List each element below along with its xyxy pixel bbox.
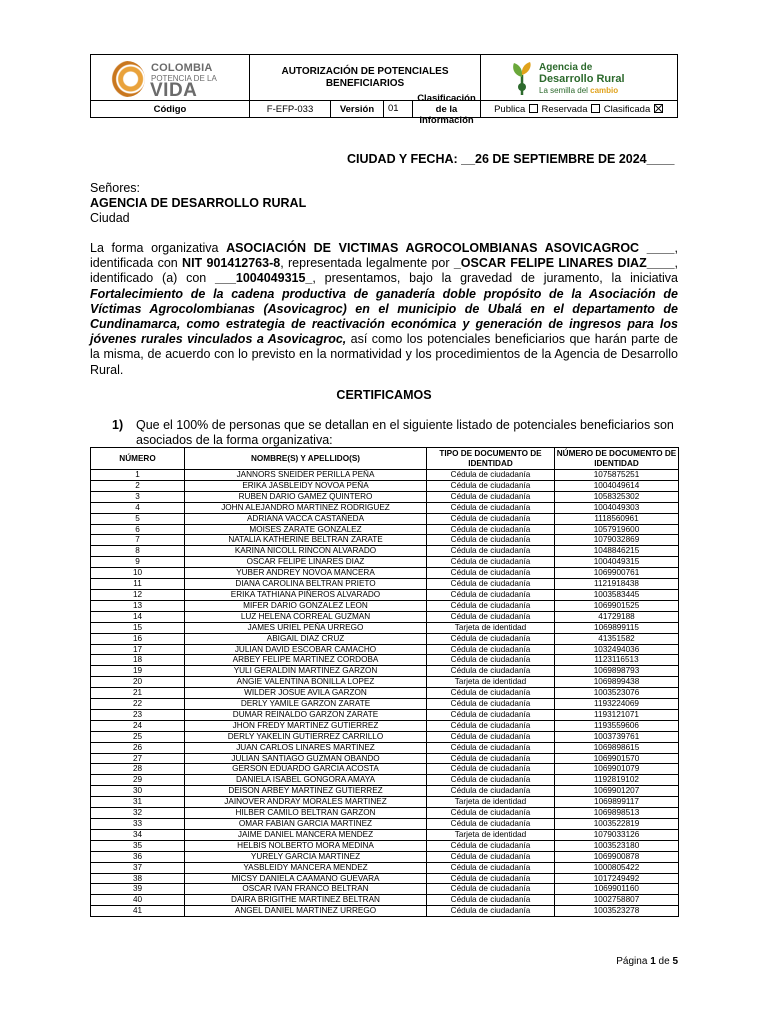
row-doc-type: Cédula de ciudadanía	[427, 502, 555, 513]
row-doc-number: 1193121071	[555, 709, 679, 720]
row-number: 29	[91, 775, 185, 786]
row-doc-type: Cédula de ciudadanía	[427, 764, 555, 775]
table-row	[91, 862, 679, 873]
row-doc-type: Cédula de ciudadanía	[427, 568, 555, 579]
row-number: 20	[91, 677, 185, 688]
vida-emblem-icon	[109, 61, 145, 97]
row-number: 35	[91, 840, 185, 851]
row-number: 2	[91, 480, 185, 491]
row-doc-type: Cédula de ciudadanía	[427, 589, 555, 600]
row-number: 25	[91, 731, 185, 742]
version-value: 01	[384, 101, 413, 117]
row-name: OSCAR FELIPE LINARES DIAZ	[185, 557, 427, 568]
recipient-city: Ciudad	[90, 211, 130, 225]
table-row	[91, 873, 679, 884]
row-doc-type: Cédula de ciudadanía	[427, 470, 555, 481]
table-row	[91, 546, 679, 557]
row-name: DERLY YAMILE GARZON ZARATE	[185, 699, 427, 710]
certificamos-heading: CERTIFICAMOS	[336, 388, 432, 402]
row-name: WILDER JOSUE AVILA GARZON	[185, 688, 427, 699]
row-doc-type: Cédula de ciudadanía	[427, 731, 555, 742]
row-doc-type: Cédula de ciudadanía	[427, 775, 555, 786]
row-doc-type: Cédula de ciudadanía	[427, 666, 555, 677]
row-doc-type: Cédula de ciudadanía	[427, 862, 555, 873]
row-doc-type: Cédula de ciudadanía	[427, 546, 555, 557]
row-number: 21	[91, 688, 185, 699]
page-number: Página 1 de 5	[616, 956, 678, 967]
row-doc-type: Tarjeta de identidad	[427, 829, 555, 840]
row-name: RUBEN DARIO GAMEZ QUINTERO	[185, 491, 427, 502]
table-row	[91, 535, 679, 546]
row-doc-type: Cédula de ciudadanía	[427, 699, 555, 710]
row-doc-number: 1121918438	[555, 579, 679, 590]
table-header-row	[91, 448, 679, 470]
row-name: DIANA CAROLINA BELTRAN PRIETO	[185, 579, 427, 590]
row-number: 6	[91, 524, 185, 535]
row-doc-type: Cédula de ciudadanía	[427, 557, 555, 568]
salutation: Señores:	[90, 181, 141, 195]
row-doc-type: Cédula de ciudadanía	[427, 742, 555, 753]
row-number: 8	[91, 546, 185, 557]
row-name: DANIELA ISABEL GONGORA AMAYA	[185, 775, 427, 786]
row-name: JAIME DANIEL MANCERA MENDEZ	[185, 829, 427, 840]
table-row	[91, 797, 679, 808]
row-name: YURELY GARCIA MARTINEZ	[185, 851, 427, 862]
classification-label: Clasificación de la Información	[417, 92, 476, 126]
row-number: 11	[91, 579, 185, 590]
row-number: 4	[91, 502, 185, 513]
row-name: ARBEY FELIPE MARTINEZ CORDOBA	[185, 655, 427, 666]
row-doc-number: 1193224069	[555, 699, 679, 710]
row-doc-number: 1003523180	[555, 840, 679, 851]
table-row	[91, 622, 679, 633]
city-and-date: CIUDAD Y FECHA: __26 DE SEPTIEMBRE DE 2024____	[347, 152, 675, 166]
row-name: ANGIE VALENTINA BONILLA LOPEZ	[185, 677, 427, 688]
row-doc-number: 1058325302	[555, 491, 679, 502]
sprout-icon	[511, 61, 533, 95]
row-doc-number: 1003523278	[555, 906, 679, 917]
row-doc-type: Cédula de ciudadanía	[427, 524, 555, 535]
row-number: 26	[91, 742, 185, 753]
row-doc-number: 1004049315	[555, 557, 679, 568]
table-row	[91, 480, 679, 491]
row-name: DAIRA BRIGITHE MARTINEZ BELTRAN	[185, 895, 427, 906]
row-doc-number: 1069901525	[555, 600, 679, 611]
row-number: 24	[91, 720, 185, 731]
row-doc-number: 1003739761	[555, 731, 679, 742]
row-number: 16	[91, 633, 185, 644]
row-doc-type: Tarjeta de identidad	[427, 797, 555, 808]
row-number: 19	[91, 666, 185, 677]
row-name: OMAR FABIAN GARCIA MARTINEZ	[185, 819, 427, 830]
row-number: 12	[91, 589, 185, 600]
reservada-checkbox[interactable]	[591, 104, 600, 113]
row-doc-type: Cédula de ciudadanía	[427, 906, 555, 917]
row-doc-type: Cédula de ciudadanía	[427, 720, 555, 731]
row-number: 14	[91, 611, 185, 622]
row-doc-number: 1069898793	[555, 666, 679, 677]
row-name: YASBLEIDY MANCERA MENDEZ	[185, 862, 427, 873]
table-row	[91, 579, 679, 590]
table-row	[91, 524, 679, 535]
row-number: 28	[91, 764, 185, 775]
row-doc-number: 1192819102	[555, 775, 679, 786]
row-doc-number: 1003583445	[555, 589, 679, 600]
table-row	[91, 611, 679, 622]
table-row	[91, 906, 679, 917]
row-doc-number: 1048846215	[555, 546, 679, 557]
table-row	[91, 786, 679, 797]
row-doc-number: 1193559606	[555, 720, 679, 731]
recipient-block	[90, 181, 306, 226]
row-doc-number: 1079032869	[555, 535, 679, 546]
row-number: 15	[91, 622, 185, 633]
col-num-doc: NÚMERO DE DOCUMENTO DE IDENTIDAD	[555, 448, 679, 470]
row-number: 39	[91, 884, 185, 895]
table-row	[91, 688, 679, 699]
row-doc-number: 1069900761	[555, 568, 679, 579]
row-name: JULIAN DAVID ESCOBAR CAMACHO	[185, 644, 427, 655]
row-name: DERLY YAKELIN GUTIERREZ CARRILLO	[185, 731, 427, 742]
row-number: 36	[91, 851, 185, 862]
row-name: GERSON EDUARDO GARCIA ACOSTA	[185, 764, 427, 775]
row-name: ANGEL DANIEL MARTINEZ URREGO	[185, 906, 427, 917]
row-doc-number: 1069899438	[555, 677, 679, 688]
table-row	[91, 840, 679, 851]
table-row	[91, 491, 679, 502]
table-row	[91, 655, 679, 666]
row-doc-number: 1123116513	[555, 655, 679, 666]
row-doc-number: 1017249492	[555, 873, 679, 884]
row-doc-number: 1003522819	[555, 819, 679, 830]
row-doc-type: Cédula de ciudadanía	[427, 819, 555, 830]
row-name: JOHN ALEJANDRO MARTINEZ RODRIGUEZ	[185, 502, 427, 513]
table-row	[91, 884, 679, 895]
row-doc-type: Cédula de ciudadanía	[427, 491, 555, 502]
table-row	[91, 600, 679, 611]
codigo-value: F-EFP-033	[250, 101, 331, 118]
table-row	[91, 764, 679, 775]
table-row	[91, 633, 679, 644]
row-number: 5	[91, 513, 185, 524]
row-doc-number: 1069898615	[555, 742, 679, 753]
row-number: 17	[91, 644, 185, 655]
row-name: JAINOVER ANDRAY MORALES MARTINEZ	[185, 797, 427, 808]
row-number: 32	[91, 808, 185, 819]
row-name: JANNORS SNEIDER PERILLA PEÑA	[185, 470, 427, 481]
row-doc-type: Cédula de ciudadanía	[427, 600, 555, 611]
row-doc-type: Cédula de ciudadanía	[427, 688, 555, 699]
adr-logo: Agencia de Desarrollo Rural La semilla del cambio	[481, 55, 678, 101]
row-doc-number: 1032494036	[555, 644, 679, 655]
col-numero: NÚMERO	[91, 448, 185, 470]
row-name: KARINA NICOLL RINCON ALVARADO	[185, 546, 427, 557]
row-doc-number: 1000805422	[555, 862, 679, 873]
row-name: JHON FREDY MARTINEZ GUTIERREZ	[185, 720, 427, 731]
row-doc-number: 1069901570	[555, 753, 679, 764]
table-row	[91, 742, 679, 753]
row-name: NATALIA KATHERINE BELTRAN ZARATE	[185, 535, 427, 546]
row-doc-type: Cédula de ciudadanía	[427, 480, 555, 491]
table-row	[91, 709, 679, 720]
row-name: JUAN CARLOS LINARES MARTINEZ	[185, 742, 427, 753]
document-header	[90, 54, 678, 126]
row-number: 34	[91, 829, 185, 840]
version-and-classification	[384, 92, 481, 126]
row-doc-number: 1002758807	[555, 895, 679, 906]
version-label: Versión	[331, 101, 384, 118]
table-row	[91, 502, 679, 513]
row-doc-type: Cédula de ciudadanía	[427, 753, 555, 764]
row-number: 23	[91, 709, 185, 720]
table-row	[91, 753, 679, 764]
table-row	[91, 851, 679, 862]
clasificada-checkbox[interactable]	[654, 104, 663, 113]
row-doc-number: 1069899117	[555, 797, 679, 808]
row-number: 30	[91, 786, 185, 797]
col-nombre: NOMBRE(S) Y APELLIDO(S)	[185, 448, 427, 470]
recipient-org: AGENCIA DE DESARROLLO RURAL	[90, 196, 307, 210]
row-name: DEISON ARBEY MARTINEZ GUTIERREZ	[185, 786, 427, 797]
row-number: 37	[91, 862, 185, 873]
table-row	[91, 644, 679, 655]
table-row	[91, 775, 679, 786]
row-doc-number: 1069899115	[555, 622, 679, 633]
row-doc-type: Cédula de ciudadanía	[427, 709, 555, 720]
row-name: JULIAN SANTIAGO GUZMAN OBANDO	[185, 753, 427, 764]
row-number: 18	[91, 655, 185, 666]
row-doc-number: 1004049614	[555, 480, 679, 491]
row-doc-type: Cédula de ciudadanía	[427, 611, 555, 622]
row-doc-type: Cédula de ciudadanía	[427, 851, 555, 862]
row-doc-number: 1069901079	[555, 764, 679, 775]
row-name: YULI GERALDIN MARTINEZ GARZON	[185, 666, 427, 677]
row-name: ADRIANA VACCA CASTAÑEDA	[185, 513, 427, 524]
table-row	[91, 513, 679, 524]
table-row	[91, 808, 679, 819]
row-doc-number: 1004049303	[555, 502, 679, 513]
row-doc-number: 1069901160	[555, 884, 679, 895]
row-doc-number: 41351582	[555, 633, 679, 644]
table-row	[91, 699, 679, 710]
row-doc-type: Cédula de ciudadanía	[427, 884, 555, 895]
row-name: MIFER DARIO GONZALEZ LEON	[185, 600, 427, 611]
row-number: 40	[91, 895, 185, 906]
row-doc-number: 1057919600	[555, 524, 679, 535]
row-doc-number: 1003523076	[555, 688, 679, 699]
row-number: 13	[91, 600, 185, 611]
row-number: 33	[91, 819, 185, 830]
row-number: 27	[91, 753, 185, 764]
row-doc-number: 1069900878	[555, 851, 679, 862]
table-row	[91, 470, 679, 481]
table-row	[91, 557, 679, 568]
colombia-vida-logo: COLOMBIA POTENCIA DE LA VIDA	[91, 55, 250, 101]
row-number: 9	[91, 557, 185, 568]
row-doc-type: Cédula de ciudadanía	[427, 513, 555, 524]
row-doc-number: 1075875251	[555, 470, 679, 481]
row-name: HILBER CAMILO BELTRAN GARZON	[185, 808, 427, 819]
row-doc-number: 41729188	[555, 611, 679, 622]
row-number: 1	[91, 470, 185, 481]
table-row	[91, 819, 679, 830]
row-doc-type: Cédula de ciudadanía	[427, 808, 555, 819]
codigo-label: Código	[91, 101, 250, 118]
row-name: MICSY DANIELA CAAMANO GUEVARA	[185, 873, 427, 884]
row-doc-type: Cédula de ciudadanía	[427, 579, 555, 590]
row-number: 10	[91, 568, 185, 579]
row-doc-type: Cédula de ciudadanía	[427, 535, 555, 546]
row-doc-type: Tarjeta de identidad	[427, 677, 555, 688]
row-name: DUMAR REINALDO GARZON ZARATE	[185, 709, 427, 720]
classification-options: Publica Reservada Clasificada	[481, 101, 678, 118]
row-name: JAMES URIEL PEÑA URREGO	[185, 622, 427, 633]
row-doc-type: Cédula de ciudadanía	[427, 786, 555, 797]
row-doc-type: Tarjeta de identidad	[427, 622, 555, 633]
row-name: LUZ HELENA CORREAL GUZMAN	[185, 611, 427, 622]
row-doc-type: Cédula de ciudadanía	[427, 644, 555, 655]
row-name: ABIGAIL DIAZ CRUZ	[185, 633, 427, 644]
beneficiaries-table	[90, 447, 679, 917]
body-paragraph: La forma organizativa ASOCIACIÓN DE VICTIMAS AGROCOLOMBIANAS ASOVICAGROC ____, identificada con NIT 901412763-8, representada legalmente por _OSCAR FELIPE LINARES DIAZ____, identificado (a) con ___1004049315_, presentamos, bajo la gravedad de juramento, la iniciativa Fortalecimiento de la cadena productiva de ganadería doble propósito de la Asociación de Víctimas Agrocolombianas (Asovicagroc) en el municipio de Ubalá en el departamento de Cundinamarca, como estrategia de reactivación económica y generación de ingresos para los jóvenes rurales vinculados a Asovicagroc, así como los potenciales beneficiarios que harán parte de la misma, de acuerdo con lo previsto en la normatividad y los procedimientos de la Agencia de Desarrollo Rural.	[90, 241, 679, 377]
table-row	[91, 720, 679, 731]
row-doc-number: 1118560961	[555, 513, 679, 524]
table-row	[91, 568, 679, 579]
col-tipo-doc: TIPO DE DOCUMENTO DE IDENTIDAD	[427, 448, 555, 470]
row-name: MOISES ZARATE GONZALEZ	[185, 524, 427, 535]
row-number: 41	[91, 906, 185, 917]
row-number: 3	[91, 491, 185, 502]
table-row	[91, 666, 679, 677]
row-doc-type: Cédula de ciudadanía	[427, 873, 555, 884]
table-row	[91, 677, 679, 688]
row-name: ERIKA TATHIANA PIÑEROS ALVARADO	[185, 589, 427, 600]
row-name: OSCAR IVAN FRANCO BELTRAN	[185, 884, 427, 895]
row-number: 31	[91, 797, 185, 808]
row-name: YUBER ANDREY NOVOA MANCERA	[185, 568, 427, 579]
row-doc-number: 1069898513	[555, 808, 679, 819]
table-row	[91, 829, 679, 840]
row-doc-number: 1069901207	[555, 786, 679, 797]
row-name: HELBIS NOLBERTO MORA MEDINA	[185, 840, 427, 851]
publica-checkbox[interactable]	[529, 104, 538, 113]
document-title: AUTORIZACIÓN DE POTENCIALES BENEFICIARIOS	[250, 55, 481, 101]
row-number: 22	[91, 699, 185, 710]
table-row	[91, 589, 679, 600]
row-doc-number: 1079033126	[555, 829, 679, 840]
row-doc-type: Cédula de ciudadanía	[427, 840, 555, 851]
row-doc-type: Cédula de ciudadanía	[427, 633, 555, 644]
row-number: 38	[91, 873, 185, 884]
table-row	[91, 895, 679, 906]
row-doc-type: Cédula de ciudadanía	[427, 655, 555, 666]
row-doc-type: Cédula de ciudadanía	[427, 895, 555, 906]
row-name: ERIKA JASBLEIDY NOVOA PEÑA	[185, 480, 427, 491]
row-number: 7	[91, 535, 185, 546]
table-row	[91, 731, 679, 742]
